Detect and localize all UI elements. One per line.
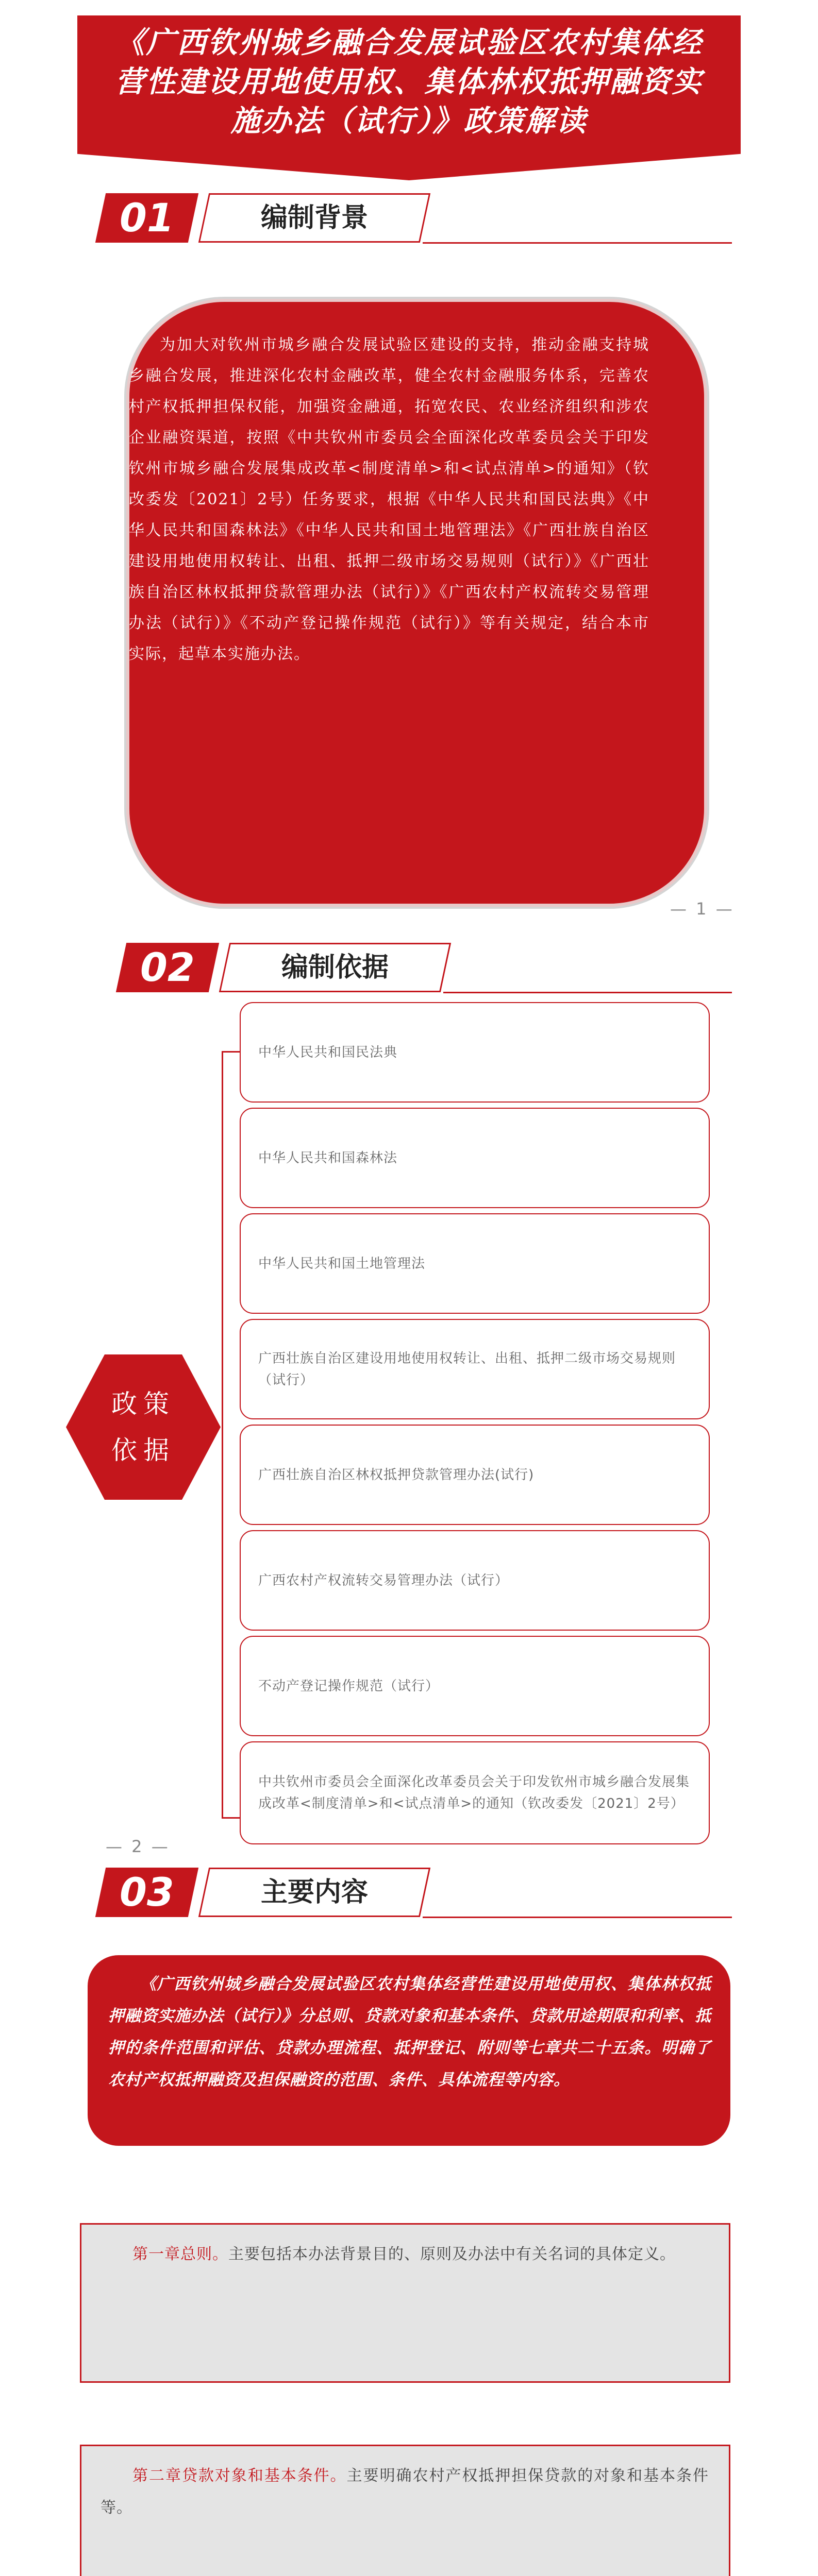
page-number-1: — 1 —: [670, 899, 734, 919]
policy-item: 不动产登记操作规范（试行）: [240, 1636, 710, 1736]
section-label-03: 主要内容: [260, 1877, 368, 1908]
policy-item: 中华人民共和国民法典: [240, 1002, 710, 1103]
section-label-01: 编制背景: [260, 202, 368, 233]
section-underline-03: [423, 1917, 732, 1918]
policy-item: 广西壮族自治区林权抵押贷款管理办法(试行): [240, 1425, 710, 1525]
policy-item: 中共钦州市委员会全面深化改革委员会关于印发钦州市城乡融合发展集成改革<制度清单>和<试点清单>的通知（钦改委发〔2021〕2号）: [240, 1741, 710, 1844]
main-content-intro-text: 《广西钦州城乡融合发展试验区农村集体经营性建设用地使用权、集体林权抵押融资实施办法（试行）》分总则、贷款对象和基本条件、贷款用途期限和利率、抵押的条件范围和评估、贷款办理流程、抵押登记、附则等七章共二十五条。明确了农村产权抵押融资及担保融资的范围、条件、具体流程等内容。: [108, 1975, 711, 2089]
section-underline-01: [423, 242, 732, 244]
page-number-2: — 2 —: [106, 1837, 170, 1856]
chapter-text-1: 第一章总则。主要包括本办法背景目的、原则及办法中有关名词的具体定义。: [132, 2245, 676, 2263]
policy-item: 中华人民共和国森林法: [240, 1108, 710, 1208]
page-title: 《广西钦州城乡融合发展试验区农村集体经营性建设用地使用权、集体林权抵押融资实施办法（试行）》政策解读: [115, 25, 703, 138]
section-number-01: 01: [95, 193, 198, 243]
section-number-03: 03: [95, 1868, 198, 1917]
section-label-02: 编制依据: [281, 952, 389, 983]
policy-bracket: [222, 1051, 242, 1819]
policy-item: 中华人民共和国土地管理法: [240, 1213, 710, 1314]
chapter-text-2: 第二章贷款对象和基本条件。主要明确农村产权抵押担保贷款的对象和基本条件等。: [101, 2467, 709, 2517]
policy-item: 广西壮族自治区建设用地使用权转让、出租、抵押二级市场交易规则（试行）: [240, 1319, 710, 1419]
background-text: 为加大对钦州市城乡融合发展试验区建设的支持，推动金融支持城乡融合发展，推进深化农村金融改革，健全农村金融服务体系，完善农村产权抵押担保权能，加强资金融通，拓宽农民、农业经济组织和涉农企业融资渠道，按照《中共钦州市委员会全面深化改革委员会关于印发钦州市城乡融合发展集成改革<制度清单>和<试点清单>的通知》（钦改委发〔2021〕2号）任务要求，根据《中华人民共和国民法典》《中华人民共和国森林法》《中华人民共和国土地管理法》《广西壮族自治区建设用地使用权转让、出租、抵押二级市场交易规则（试行）》《广西壮族自治区林权抵押贷款管理办法（试行）》《广西农村产权流转交易管理办法（试行）》《不动产登记操作规范（试行）》等有关规定，结合本市实际，起草本实施办法。: [129, 336, 649, 663]
policy-badge-text: 政策 依据: [111, 1389, 175, 1465]
policy-item: 广西农村产权流转交易管理办法（试行）: [240, 1530, 710, 1631]
section-underline-02: [443, 992, 732, 993]
section-number-02: 02: [116, 943, 219, 992]
